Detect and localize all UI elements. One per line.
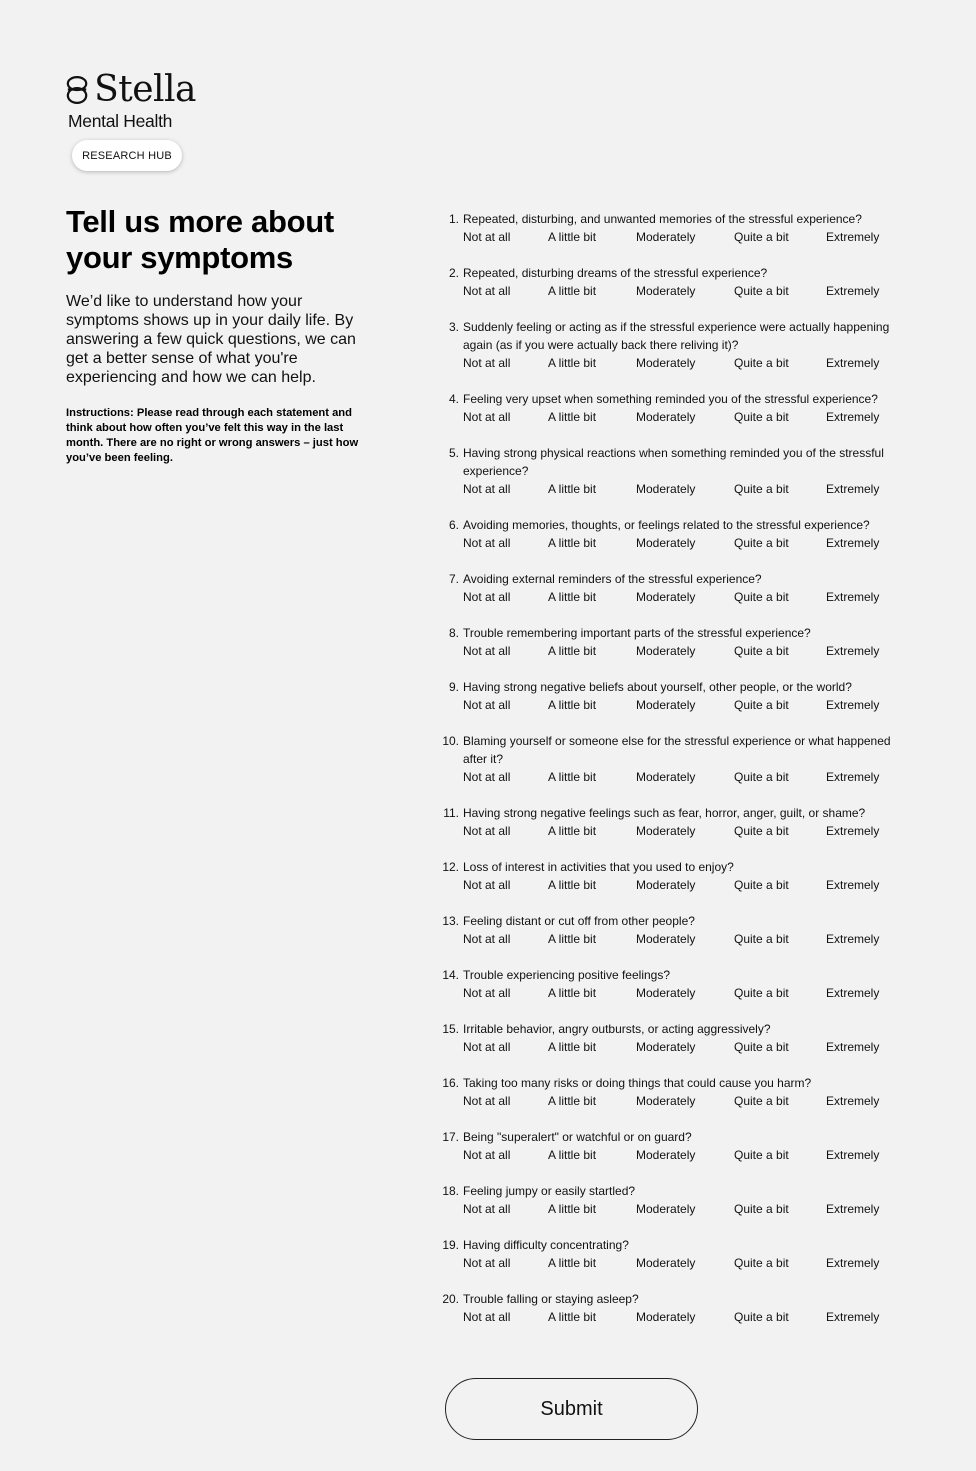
answer-option[interactable]: Quite a bit bbox=[734, 878, 789, 892]
answer-option[interactable]: A little bit bbox=[548, 770, 597, 784]
answer-option[interactable]: Quite a bit bbox=[734, 590, 789, 604]
answer-option[interactable]: Extremely bbox=[826, 644, 880, 658]
answer-option[interactable]: Quite a bit bbox=[734, 986, 789, 1000]
question-text: Being "superalert" or watchful or on guard? bbox=[463, 1130, 692, 1144]
answer-option[interactable]: Extremely bbox=[826, 770, 880, 784]
answer-option[interactable]: Moderately bbox=[636, 536, 696, 550]
question-number: 15. bbox=[442, 1022, 459, 1036]
question-item bbox=[432, 1020, 912, 1056]
answer-option[interactable]: Not at all bbox=[463, 284, 511, 298]
answer-options bbox=[463, 930, 912, 948]
answer-option[interactable]: Extremely bbox=[826, 356, 880, 370]
answer-option[interactable]: Not at all bbox=[463, 410, 511, 424]
answer-option[interactable]: A little bit bbox=[548, 644, 597, 658]
answer-options bbox=[463, 984, 912, 1002]
question-item bbox=[432, 732, 912, 786]
answer-option[interactable]: Quite a bit bbox=[734, 932, 789, 946]
question-text: Blaming yourself or someone else for the stressful experience or what happened after it? bbox=[463, 734, 891, 766]
answer-option[interactable]: A little bit bbox=[548, 1256, 597, 1270]
question-text: Repeated, disturbing dreams of the stressful experience? bbox=[463, 266, 768, 280]
answer-option[interactable]: Extremely bbox=[826, 230, 880, 244]
stella-logo bbox=[66, 70, 196, 131]
question-number: 8. bbox=[448, 626, 459, 640]
question-number: 19. bbox=[442, 1238, 459, 1252]
answer-options bbox=[463, 642, 912, 660]
answer-option[interactable]: Not at all bbox=[463, 1202, 511, 1216]
question-number: 10. bbox=[442, 734, 459, 748]
answer-option[interactable]: A little bit bbox=[548, 536, 597, 550]
question-item bbox=[432, 1182, 912, 1218]
answer-option[interactable]: Quite a bit bbox=[734, 770, 789, 784]
question-item bbox=[432, 966, 912, 1002]
answer-options bbox=[463, 534, 912, 552]
question-text: Irritable behavior, angry outbursts, or acting aggressively? bbox=[463, 1022, 771, 1036]
answer-option[interactable]: A little bit bbox=[548, 410, 597, 424]
answer-options bbox=[463, 1092, 912, 1110]
question-text: Feeling distant or cut off from other people? bbox=[463, 914, 695, 928]
answer-option[interactable]: Extremely bbox=[826, 536, 880, 550]
answer-option[interactable]: Moderately bbox=[636, 284, 696, 298]
question-item bbox=[432, 804, 912, 840]
question-text: Trouble falling or staying asleep? bbox=[463, 1292, 639, 1306]
answer-options bbox=[463, 354, 912, 372]
answer-option[interactable]: A little bit bbox=[548, 878, 597, 892]
answer-option[interactable]: Quite a bit bbox=[734, 356, 789, 370]
answer-option[interactable]: Not at all bbox=[463, 644, 511, 658]
question-item bbox=[432, 1128, 912, 1164]
answer-options bbox=[463, 768, 912, 786]
answer-option[interactable]: Extremely bbox=[826, 482, 880, 496]
answer-option[interactable]: Moderately bbox=[636, 1310, 696, 1324]
answer-option[interactable]: Moderately bbox=[636, 932, 696, 946]
answer-option[interactable]: Extremely bbox=[826, 986, 880, 1000]
answer-option[interactable]: Not at all bbox=[463, 770, 511, 784]
answer-option[interactable]: Quite a bit bbox=[734, 1040, 789, 1054]
answer-option[interactable]: A little bit bbox=[548, 1148, 597, 1162]
answer-option[interactable]: A little bit bbox=[548, 284, 597, 298]
answer-option[interactable]: Moderately bbox=[636, 410, 696, 424]
answer-option[interactable]: Extremely bbox=[826, 590, 880, 604]
answer-option[interactable]: Quite a bit bbox=[734, 1094, 789, 1108]
question-item bbox=[432, 678, 912, 714]
question-text: Loss of interest in activities that you used to enjoy? bbox=[463, 860, 734, 874]
answer-option[interactable]: Moderately bbox=[636, 824, 696, 838]
answer-option[interactable]: Not at all bbox=[463, 932, 511, 946]
question-text: Having strong negative beliefs about yourself, other people, or the world? bbox=[463, 680, 852, 694]
answer-option[interactable]: A little bit bbox=[548, 824, 597, 838]
answer-option[interactable]: Extremely bbox=[826, 698, 880, 712]
answer-option[interactable]: Extremely bbox=[826, 1148, 880, 1162]
question-text: Having difficulty concentrating? bbox=[463, 1238, 629, 1252]
question-text: Suddenly feeling or acting as if the stressful experience were actually happening again (as if you were actually back there reliving it)? bbox=[463, 320, 890, 352]
answer-option[interactable]: Extremely bbox=[826, 932, 880, 946]
answer-options bbox=[463, 1200, 912, 1218]
question-number: 18. bbox=[442, 1184, 459, 1198]
answer-options bbox=[463, 588, 912, 606]
answer-option[interactable]: Quite a bit bbox=[734, 230, 789, 244]
answer-option[interactable]: Moderately bbox=[636, 878, 696, 892]
answer-option[interactable]: Not at all bbox=[463, 1040, 511, 1054]
answer-option[interactable]: Extremely bbox=[826, 824, 880, 838]
question-text: Taking too many risks or doing things that could cause you harm? bbox=[463, 1076, 812, 1090]
answer-option[interactable]: A little bit bbox=[548, 932, 597, 946]
answer-options bbox=[463, 1254, 912, 1272]
answer-option[interactable]: A little bit bbox=[548, 986, 597, 1000]
answer-option[interactable]: Moderately bbox=[636, 482, 696, 496]
question-text: Trouble experiencing positive feelings? bbox=[463, 968, 671, 982]
answer-options bbox=[463, 228, 912, 246]
answer-option[interactable]: Quite a bit bbox=[734, 644, 789, 658]
answer-option[interactable]: Extremely bbox=[826, 878, 880, 892]
research-hub-badge[interactable]: RESEARCH HUB bbox=[72, 140, 182, 171]
question-text: Feeling jumpy or easily startled? bbox=[463, 1184, 636, 1198]
answer-option[interactable]: Moderately bbox=[636, 590, 696, 604]
intro-panel bbox=[66, 204, 376, 466]
answer-option[interactable]: A little bit bbox=[548, 1040, 597, 1054]
question-text: Avoiding external reminders of the stressful experience? bbox=[463, 572, 762, 586]
intro-text: We’d like to understand how your symptoms shows up in your daily life. By answering a few quick questions, we can get a better sense of what you're experiencing and how we can help. bbox=[66, 293, 356, 386]
answer-option[interactable]: Quite a bit bbox=[734, 1148, 789, 1162]
question-number: 2. bbox=[448, 266, 459, 280]
answer-option[interactable]: Quite a bit bbox=[734, 824, 789, 838]
answer-option[interactable]: Moderately bbox=[636, 986, 696, 1000]
question-number: 3. bbox=[448, 320, 459, 334]
question-number: 17. bbox=[442, 1130, 459, 1144]
page-title: Tell us more about your symptoms bbox=[66, 204, 334, 275]
answer-options bbox=[463, 696, 912, 714]
answer-option[interactable]: A little bit bbox=[548, 1202, 597, 1216]
answer-option[interactable]: Not at all bbox=[463, 986, 511, 1000]
stella-mark-icon bbox=[66, 74, 88, 106]
question-number: 5. bbox=[448, 446, 459, 460]
answer-options bbox=[463, 480, 912, 498]
question-item bbox=[432, 264, 912, 300]
question-item bbox=[432, 390, 912, 426]
answer-option[interactable]: Moderately bbox=[636, 1202, 696, 1216]
question-item bbox=[432, 1290, 912, 1326]
questionnaire bbox=[432, 210, 912, 1344]
answer-options bbox=[463, 408, 912, 426]
answer-option[interactable]: Moderately bbox=[636, 356, 696, 370]
answer-option[interactable]: Moderately bbox=[636, 1148, 696, 1162]
answer-options bbox=[463, 1146, 912, 1164]
answer-option[interactable]: Moderately bbox=[636, 1094, 696, 1108]
question-item bbox=[432, 318, 912, 372]
answer-option[interactable]: Quite a bit bbox=[734, 1202, 789, 1216]
question-text: Having strong physical reactions when something reminded you of the stressful experience? bbox=[463, 446, 884, 478]
answer-option[interactable]: Not at all bbox=[463, 1094, 511, 1108]
question-text: Feeling very upset when something reminded you of the stressful experience? bbox=[463, 392, 878, 406]
question-text: Trouble remembering important parts of the stressful experience? bbox=[463, 626, 811, 640]
logo-row bbox=[66, 70, 196, 110]
submit-button[interactable]: Submit bbox=[445, 1378, 698, 1440]
question-number: 20. bbox=[442, 1292, 459, 1306]
answer-option[interactable]: Not at all bbox=[463, 698, 511, 712]
instructions-text: Instructions: Please read through each statement and think about how often you’ve felt this way in the last month. There are no right or wrong answers – just how you’ve been feeling. bbox=[66, 407, 359, 464]
answer-option[interactable]: Extremely bbox=[826, 1094, 880, 1108]
question-item bbox=[432, 444, 912, 498]
question-number: 1. bbox=[448, 212, 459, 226]
answer-option[interactable]: Quite a bit bbox=[734, 410, 789, 424]
answer-options bbox=[463, 1308, 912, 1326]
question-number: 9. bbox=[448, 680, 459, 694]
question-item bbox=[432, 1236, 912, 1272]
answer-options bbox=[463, 822, 912, 840]
question-item bbox=[432, 858, 912, 894]
question-number: 11. bbox=[443, 806, 459, 820]
question-item bbox=[432, 516, 912, 552]
answer-option[interactable]: Not at all bbox=[463, 878, 511, 892]
answer-option[interactable]: Not at all bbox=[463, 1148, 511, 1162]
answer-option[interactable]: Not at all bbox=[463, 230, 511, 244]
answer-option[interactable]: Extremely bbox=[826, 1256, 880, 1270]
answer-option[interactable]: A little bit bbox=[548, 356, 597, 370]
answer-option[interactable]: A little bit bbox=[548, 698, 597, 712]
answer-option[interactable]: Not at all bbox=[463, 482, 511, 496]
brand-subtitle: Mental Health bbox=[68, 111, 173, 131]
question-item bbox=[432, 624, 912, 660]
answer-option[interactable]: Not at all bbox=[463, 1256, 511, 1270]
question-text: Avoiding memories, thoughts, or feelings related to the stressful experience? bbox=[463, 518, 870, 532]
brand-name: Stella bbox=[94, 69, 196, 110]
answer-option[interactable]: A little bit bbox=[548, 1094, 597, 1108]
answer-options bbox=[463, 876, 912, 894]
question-number: 6. bbox=[448, 518, 459, 532]
answer-option[interactable]: Moderately bbox=[636, 770, 696, 784]
answer-option[interactable]: Extremely bbox=[826, 1202, 880, 1216]
answer-option[interactable]: Extremely bbox=[826, 284, 880, 298]
question-item bbox=[432, 570, 912, 606]
answer-option[interactable]: Quite a bit bbox=[734, 698, 789, 712]
answer-option[interactable]: Moderately bbox=[636, 698, 696, 712]
question-item bbox=[432, 210, 912, 246]
question-item bbox=[432, 1074, 912, 1110]
answer-option[interactable]: Extremely bbox=[826, 1040, 880, 1054]
question-text: Having strong negative feelings such as fear, horror, anger, guilt, or shame? bbox=[463, 806, 866, 820]
answer-option[interactable]: Extremely bbox=[826, 1310, 880, 1324]
answer-option[interactable]: A little bit bbox=[548, 482, 597, 496]
question-number: 16. bbox=[442, 1076, 459, 1090]
question-number: 14. bbox=[442, 968, 459, 982]
question-item bbox=[432, 912, 912, 948]
answer-option[interactable]: Moderately bbox=[636, 1040, 696, 1054]
question-number: 4. bbox=[448, 392, 459, 406]
answer-option[interactable]: Quite a bit bbox=[734, 536, 789, 550]
answer-option[interactable]: Not at all bbox=[463, 590, 511, 604]
answer-options bbox=[463, 282, 912, 300]
question-number: 7. bbox=[448, 572, 459, 586]
answer-option[interactable]: A little bit bbox=[548, 230, 597, 244]
answer-option[interactable]: Moderately bbox=[636, 1256, 696, 1270]
answer-options bbox=[463, 1038, 912, 1056]
answer-option[interactable]: Moderately bbox=[636, 644, 696, 658]
answer-option[interactable]: Quite a bit bbox=[734, 482, 789, 496]
question-text: Repeated, disturbing, and unwanted memories of the stressful experience? bbox=[463, 212, 862, 226]
answer-option[interactable]: Not at all bbox=[463, 824, 511, 838]
answer-option[interactable]: Moderately bbox=[636, 230, 696, 244]
answer-option[interactable]: Quite a bit bbox=[734, 284, 789, 298]
answer-option[interactable]: Not at all bbox=[463, 356, 511, 370]
answer-option[interactable]: A little bit bbox=[548, 1310, 597, 1324]
question-number: 13. bbox=[442, 914, 459, 928]
answer-option[interactable]: Extremely bbox=[826, 410, 880, 424]
answer-option[interactable]: Not at all bbox=[463, 1310, 511, 1324]
answer-option[interactable]: Not at all bbox=[463, 536, 511, 550]
question-number: 12. bbox=[442, 860, 459, 874]
answer-option[interactable]: A little bit bbox=[548, 590, 597, 604]
answer-option[interactable]: Quite a bit bbox=[734, 1310, 789, 1324]
answer-option[interactable]: Quite a bit bbox=[734, 1256, 789, 1270]
